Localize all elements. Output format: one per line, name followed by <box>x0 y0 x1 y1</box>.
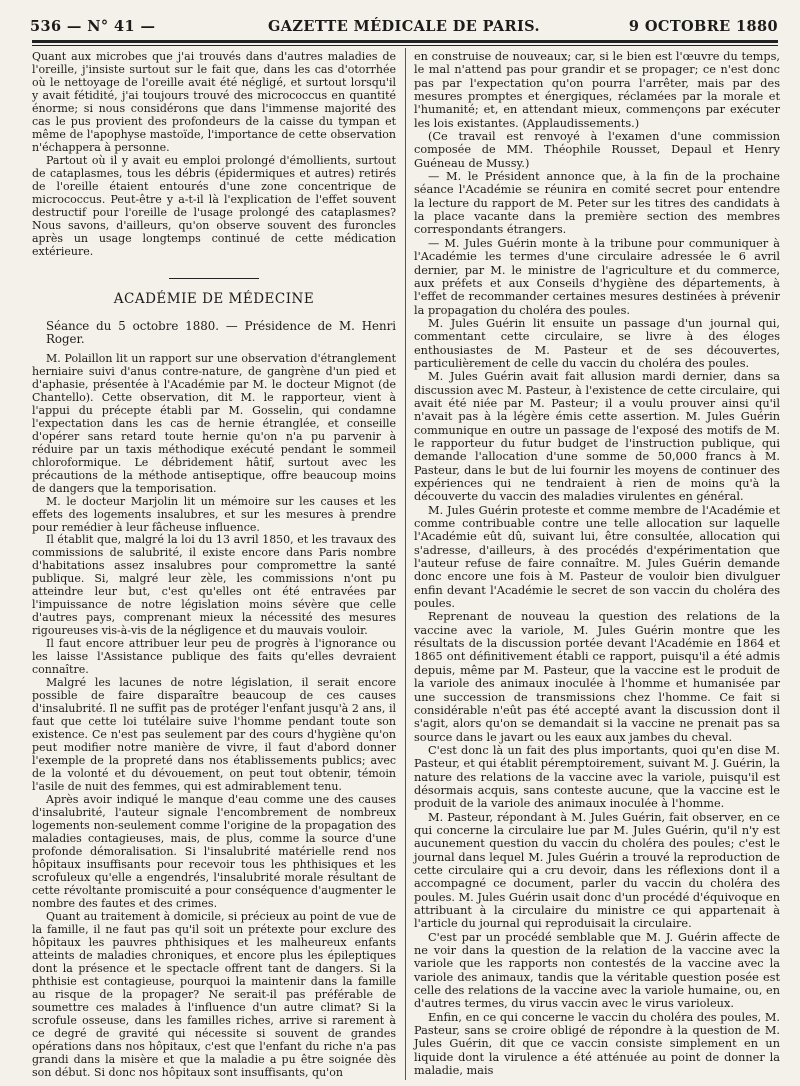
paragraph: Après avoir indiqué le manque d'eau comme une des causes d'insalubrité, l'auteur signale l'encombrement de nombreux logements non-seulement comme l'origine de la propagation des maladies contagieuses, mais, de plus, comme la source d'une profonde démoralisation. Si l'insalubrité matérielle rend nos hôpitaux insuffisants pour recevoir tous les phthisiques et les scrofuleux qu'elle a engendrés, l'insalubrité morale résultant de cette révoltante promiscuité a pour conséquence d'augmenter le nombre des fautes et des crimes. <box>32 793 396 911</box>
paragraph: M. Polaillon lit un rapport sur une observation d'étranglement herniaire suivi d'anus contre-nature, de gangrène d'un pied et d'aphasie, présentée à l'Académie par M. le docteur Mignot (de Chantello). Cette observation, dit M. le rapporteur, vient à l'appui du précepte établi par M. Gosselin, qui condamne l'expectation dans les cas de hernie étranglée, et conseille d'opérer sans retard toute hernie qu'on n'a pu parvenir à réduire par un taxis méthodique exécuté pendant le sommeil chloroformique. Le débridement hâtif, surtout avec les précautions de la méthode antiseptique, offre beaucoup moins de dangers que la temporisation. <box>32 351 396 495</box>
paragraph: C'est donc là un fait des plus importants, quoi qu'en dise M. Pasteur, et qui établit péremptoirement, suivant M. J. Guérin, la nature des relations de la vaccine avec la variole, puisqu'il est désormais acquis, sans conteste aucune, que la vaccine est le produit de la variole des animaux inoculée à l'homme. <box>414 743 780 811</box>
journal-title: GAZETTE MÉDICALE DE PARIS. <box>268 18 540 35</box>
left-column <box>32 50 396 1079</box>
section-title: ACADÉMIE DE MÉDECINE <box>113 290 315 307</box>
right-column <box>414 50 780 1077</box>
column-divider <box>405 48 406 1080</box>
paragraph: Il faut encore attribuer leur peu de progrès à l'ignorance ou les laisse l'Assistance publique des faits qu'elles devraient connaître. <box>32 637 396 677</box>
section-divider <box>169 278 259 279</box>
page-header <box>30 16 778 38</box>
paragraph: Il établit que, malgré la loi du 13 avril 1850, et les travaux des commissions de salubrité, il existe encore dans Paris nombre d'habitations assez insalubres pour compromettre la santé publique. Si, malgré leur zèle, les commissions n'ont pu atteindre leur but, c'est qu'elles ont été entravées par l'impuissance de notre législation moins sévère que celle d'autres pays, comprenant mieux la nécessité des mesures rigoureuses vis-à-vis de la négligence et du mauvais vouloir. <box>32 533 396 638</box>
paragraph: — M. le Président annonce que, à la fin de la prochaine séance l'Académie se réunira en comité secret pour entendre la lecture du rapport de M. Peter sur les titres des candidats à la place vacante dans la première section des membres correspondants étrangers. <box>414 170 780 237</box>
paragraph: M. le docteur Marjolin lit un mémoire sur les causes et les effets des logements insalubres, et sur les mesures à prendre pour remédier à leur fâcheuse influence. <box>32 494 396 534</box>
paragraph: M. Jules Guérin lit ensuite un passage d'un journal qui, commentant cette circulaire, se livre à des éloges enthousiastes de M. Pasteur et de ses découvertes, particulièrement de celle du vaccin du choléra des poules. <box>414 316 780 370</box>
page-number: 536 — N° 41 — <box>30 18 156 35</box>
session-heading: Séance du 5 octobre 1880. — Présidence de M. Henri Roger. <box>46 318 396 346</box>
paragraph: Reprenant de nouveau la question des relations de la vaccine avec la variole, M. Jules Guérin montre que les résultats de la discussion portée devant l'Académie en 1864 et 1865 ont définitivement établi ce rapport, puisqu'il a été admis depuis, même par M. Pasteur, que la vaccine est le produit de la variole des animaux inoculée à l'homme et humanisée par une succession de transmissions chez l'homme. Ce fait si considérable n'eût pas été accepté avant la discussion dont il s'agit, alors qu'on se demandait si la vaccine ne prenait pas sa source dans le javart ou les eaux aux jambes du cheval. <box>414 610 780 744</box>
paragraph: — M. Jules Guérin monte à la tribune pour communiquer à l'Académie les termes d'une circulaire adressée le 6 avril dernier, par M. le ministre de l'agriculture et du commerce, aux préfets et aux Conseils d'hygiène des départements, à l'effet de recommander certaines mesures destinées à prévenir la propagation du choléra des poules. <box>414 236 780 317</box>
paragraph: (Ce travail est renvoyé à l'examen d'une commission composée de MM. Théophile Rousset, Depaul et Henry Guéneau de Mussy.) <box>414 130 780 170</box>
paragraph: Partout où il y avait eu emploi prolongé d'émollients, surtout de cataplasmes, tous les débris (épidermiques et autres) retirés de l'oreille étaient entourés d'une zone concentrique de micrococcus. Peut-être y a-t-il là l'explication de l'effet souvent destructif pour l'oreille de l'usage prolongé des cataplasmes? Nous savons, d'ailleurs, qu'on observe souvent des furoncles après un usage longtemps continué de cette médication extérieure. <box>32 153 396 258</box>
header-rule <box>32 40 778 43</box>
paragraph: Enfin, en ce qui concerne le vaccin du choléra des poules, M. Pasteur, sans se croire obligé de répondre à la question de M. Jules Guérin, dit que ce vaccin consiste simplement en un liquide dont la virulence a été atténuée au point de donner la maladie, mais <box>414 1010 780 1078</box>
paragraph: C'est par un procédé semblable que M. J. Guérin affecte de ne voir dans la question de la relation de la vaccine avec la variole que les rapports non contestés de la vaccine avec la variole des animaux, tandis que la véritable question posée est celle des relations de la vaccine avec la variole humaine, ou, en d'autres termes, du virus vaccin avec le virus varioleux. <box>414 930 780 1011</box>
paragraph: Malgré les lacunes de notre législation, il serait encore possible de faire disparaître beaucoup de ces causes d'insalubrité. Il ne suffit pas de protéger l'enfant jusqu'à 2 ans, il faut que cette loi tutélaire suive l'homme pendant toute son existence. Ce n'est pas seulement par des cours d'hygiène qu'on peut modifier notre manière de vivre, il faut d'abord donner l'exemple de la propreté dans nos établissements publics; avec de la volonté et du dévouement, on peut tout obtenir, témoin l'asile de nuit des femmes, qui est admirablement tenu. <box>32 676 396 794</box>
paragraph: M. Jules Guérin proteste et comme membre de l'Académie et comme contribuable contre une telle allocation sur laquelle l'Académie eût dû, suivant lui, être consultée, allocation qui s'adresse, d'ailleurs, à des procédés d'expérimentation que l'auteur refuse de faire connaître. M. Jules Guérin demande donc encore une fois à M. Pasteur de vouloir bien divulguer enfin devant l'Académie le secret de son vaccin du choléra des poules. <box>414 503 780 611</box>
issue-date: 9 OCTOBRE 1880 <box>628 18 778 35</box>
paragraph: Quant aux microbes que j'ai trouvés dans d'autres maladies de l'oreille, j'insiste surtout sur le fait que, dans les cas d'otorrhée où le nettoyage de l'oreille avait été négligé, et surtout lorsqu'il y avait fétidité, j'ai toujours trouvé des micrococcus en quantité énorme; si nous considérons que dans l'immense majorité des cas le pus provient des profondeurs de la caisse du tympan et même de l'apophyse mastoïde, l'importance de cette observation n'échappera à personne. <box>32 50 396 154</box>
paragraph: Quant au traitement à domicile, si précieux au point de vue de la famille, il ne faut pas qu'il soit un prétexte pour exclure des hôpitaux les pauvres phthisiques et les malheureux enfants atteints de maladies chroniques, et encore plus les épileptiques dont la présence et le spectacle offrent tant de dangers. Si la phthisie est contagieuse, pourquoi la maintenir dans la famille au risque de la propager? Ne serait-il pas préférable de soumettre ces malades à l'influence d'un autre climat? Si la scrofule osseuse, dans les familles riches, arrive si rarement à ce degré de gravité qui nécessite si souvent de grandes opérations dans nos hôpitaux, c'est que l'enfant du riche n'a pas grandi dans la misère et que la maladie a pu être soignée dès son début. Si donc nos hôpitaux sont insuffisants, qu'on <box>32 910 396 1079</box>
paragraph: M. Jules Guérin avait fait allusion mardi dernier, dans sa discussion avec M. Pasteur, à l'existence de cette circulaire, qui avait été niée par M. Pasteur; il a voulu prouver ainsi qu'il n'avait pas à la légère émis cette assertion. M. Jules Guérin communique en outre un passage de l'exposé des motifs de M. le rapporteur du futur budget de l'instruction publique, qui demande l'allocation d'une somme de 50,000 francs à M. Pasteur, dans le but de lui fournir les moyens de continuer des expériences qui ne tendraient à rien de moins qu'à la découverte du vaccin des maladies virulentes en général. <box>414 370 780 504</box>
header-rule-thin <box>32 45 778 46</box>
paragraph: en construise de nouveaux; car, si le bien est l'œuvre du temps, le mal n'attend pas pour grandir et se propager; ce n'est donc pas par l'expectation qu'on pourra l'arrêter, mais par des mesures promptes et énergiques, réclamées par la morale et l'humanité; et, en attendant mieux, commençons par exécuter les lois existantes. (Applaudissements.) <box>414 50 780 130</box>
paragraph: M. Pasteur, répondant à M. Jules Guérin, fait observer, en ce qui concerne la circulaire lue par M. Jules Guérin, qu'il n'y est aucunement question du vaccin du choléra des poules; c'est le journal dans lequel M. Jules Guérin a trouvé la reproduction de cette circulaire qui a cru devoir, dans les réflexions dont il a accompagné ce document, parler du vaccin du choléra des poules. M. Jules Guérin usait donc d'un procédé d'équivoque en attribuant à la circulaire du ministre ce qui appartenait à l'article du journal qui reproduisait la circulaire. <box>414 810 780 931</box>
